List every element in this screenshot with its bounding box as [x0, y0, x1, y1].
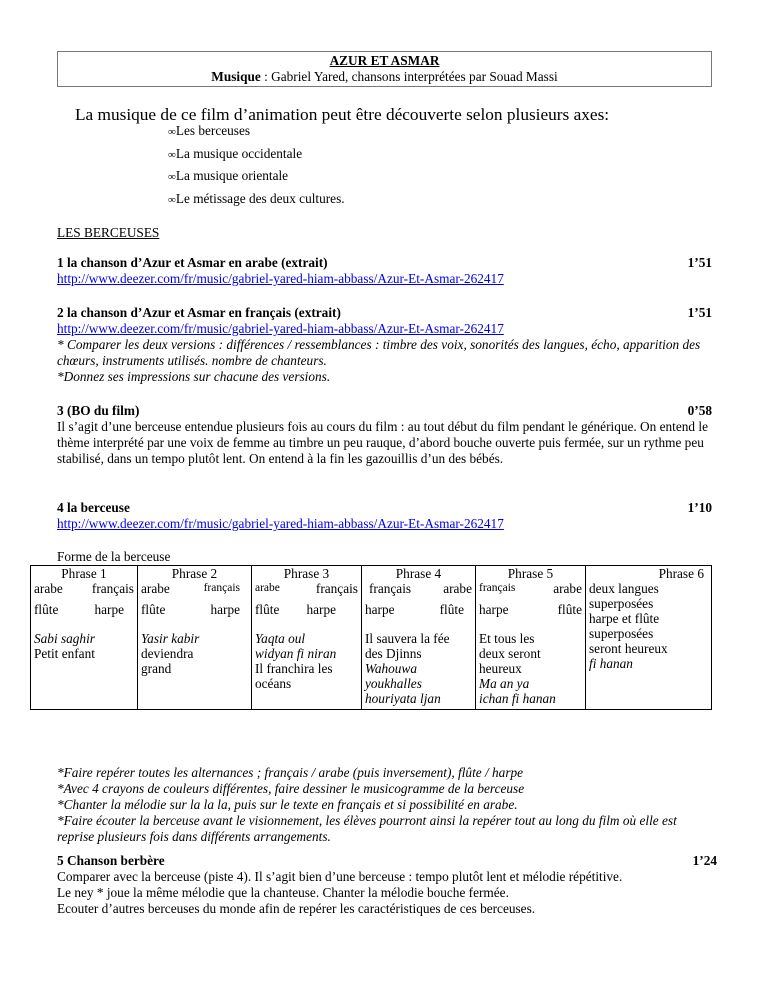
track-title: 2 la chanson d’Azur et Asmar en français (extrait) [57, 305, 341, 320]
phrase-1: Phrase 1 arabe français flûte harpe Sabi saghir Petit enfant [31, 566, 138, 710]
music-label: Musique [211, 69, 261, 84]
header-box [57, 51, 712, 87]
doc-title: AZUR ET ASMAR [329, 53, 440, 68]
bullet-icon: ∞ [168, 148, 176, 161]
phrase-3: Phrase 3 arabe français flûte harpe Yaqta oul widyan fi niran Il franchira les océans [252, 566, 362, 710]
music-credit [58, 69, 711, 85]
bullet-item: ∞La musique orientale [168, 168, 289, 184]
track-duration: 1’24 [692, 853, 717, 868]
instructions [57, 765, 717, 845]
bullet-icon: ∞ [168, 126, 176, 138]
track-5 [57, 853, 717, 917]
music-text: : Gabriel Yared, chansons interprétées par Souad Massi [260, 69, 558, 84]
track-2 [57, 305, 712, 385]
track-description: Ecouter d’autres berceuses du monde afin de repérer les caractéristiques de ces berceuses. [57, 901, 536, 916]
bullet-icon: ∞ [168, 171, 176, 184]
bullet-icon: ∞ [168, 193, 176, 206]
track-description: Le ney * joue la même mélodie que la chanteuse. Chanter la mélodie bouche fermée. [57, 885, 509, 900]
phrase-2: Phrase 2 arabe français flûte harpe Yasir kabir deviendra grand [138, 566, 252, 710]
phrase-5: Phrase 5 français arabe harpe flûte Et tous les deux seront heureux Ma an ya ichan fi hanan [476, 566, 586, 710]
track-title: 5 Chanson berbère [57, 853, 165, 868]
intro-text: La musique de ce film d’animation peut être découverte selon plusieurs axes: [75, 105, 610, 124]
bullet-item: ∞Le métissage des deux cultures. [168, 190, 345, 206]
track-duration: 1’10 [687, 500, 712, 515]
bullet-item: ∞Les berceuses [168, 123, 251, 138]
track-title: 4 la berceuse [57, 500, 130, 515]
track-duration: 0’58 [687, 403, 712, 418]
instruction-line: *Faire repérer toutes les alternances ; français / arabe (puis inversement), flûte / harpe [57, 765, 524, 780]
track-note: * Comparer les deux versions : différences / ressemblances : timbre des voix, sonorités des langues, écho, apparition des chœurs, instruments utilisés. nombre de chanteurs. [57, 337, 701, 368]
phrase-6: Phrase 6 deux langues superposées harpe et flûte superposées seront heureux fi hanan [586, 566, 712, 710]
instruction-line: *Chanter la mélodie sur la la la, puis sur le texte en français et si possibilité en arabe. [57, 797, 518, 812]
track-title: 1 la chanson d’Azur et Asmar en arabe (extrait) [57, 255, 328, 270]
section-title: LES BERCEUSES [57, 225, 160, 240]
instruction-line: *Avec 4 crayons de couleurs différentes, faire dessiner le musicogramme de la berceuse [57, 781, 525, 796]
phrase-4: Phrase 4 français arabe harpe flûte Il sauvera la fée des Djinns Wahouwa youkhalles houriyata ljan [362, 566, 476, 710]
track-description: Comparer avec la berceuse (piste 4). Il s’agit bien d’une berceuse : tempo plutôt lent et mélodie répétitive. [57, 869, 623, 884]
track-link[interactable]: http://www.deezer.com/fr/music/gabriel-yared-hiam-abbass/Azur-Et-Asmar-262417 [57, 271, 504, 286]
track-link[interactable]: http://www.deezer.com/fr/music/gabriel-yared-hiam-abbass/Azur-Et-Asmar-262417 [57, 516, 504, 531]
track-description: Il s’agit d’une berceuse entendue plusieurs fois au cours du film : au tout début du film pendant le générique. On entend le thème interprété par une voix de femme au timbre un peu rauque, d’abord bouche ouverte puis fermée, sur un rythme peu stabilisé, dans un tempo plutôt lent. On entend à la fin les gazouillis d’un des bébés. [57, 419, 708, 466]
track-duration: 1’51 [687, 255, 712, 270]
track-1 [57, 255, 712, 287]
track-note: *Donnez ses impressions sur chacune des versions. [57, 369, 331, 384]
track-duration: 1’51 [687, 305, 712, 320]
bullet-item: ∞La musique occidentale [168, 145, 303, 161]
track-link[interactable]: http://www.deezer.com/fr/music/gabriel-yared-hiam-abbass/Azur-Et-Asmar-262417 [57, 321, 504, 336]
track-3 [57, 403, 712, 467]
track-4 [57, 500, 712, 532]
track-title: 3 (BO du film) [57, 403, 140, 418]
berceuse-form-table [30, 565, 712, 710]
bullet-list [168, 123, 345, 213]
form-label: Forme de la berceuse [57, 549, 171, 564]
instruction-line: *Faire écouter la berceuse avant le visionnement, les élèves pourront ainsi la repérer tout au long du film où elle est reprise plusieurs fois dans différents arrangements. [57, 813, 677, 844]
